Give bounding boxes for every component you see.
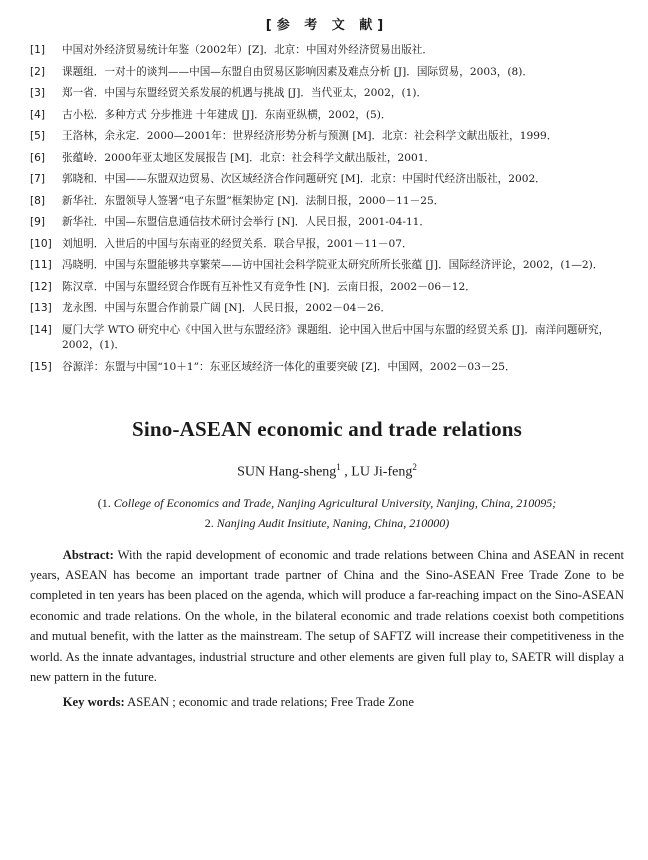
- affiliation-line-2: [30, 513, 624, 533]
- reference-number: [5]: [30, 130, 46, 142]
- reference-text: 龙永图．中国与东盟合作前景广阔 [N]．人民日报，2002－04－26．: [62, 302, 392, 314]
- reference-text: 刘旭明．入世后的中国与东南亚的经贸关系．联合早报，2001－11－07．: [62, 237, 413, 250]
- abstract: [30, 545, 624, 688]
- reference-text: 厦门大学 WTO 研究中心《中国入世与东盟经济》课题组．论中国入世后中国与东盟的经贸关系 [J]．南洋问题研究，2002，(1)．: [62, 323, 610, 351]
- reference-item-4: [30, 108, 624, 124]
- keywords: [30, 692, 624, 712]
- reference-text: 冯晓明．中国与东盟能够共享繁荣——访中国社会科学院亚太研究所所长张蕴 [J]．国际经济评论，2002，(1—2)．: [62, 259, 604, 271]
- reference-item-7: [30, 172, 624, 188]
- reference-item-10: [30, 237, 624, 253]
- affiliation-text-2: Nanjing Audit Insitiute, Naning, China, 210000): [216, 515, 450, 530]
- reference-text: 新华社．东盟领导人签署“电子东盟”框架协定 [N]．法制日报，2000－11－25．: [62, 194, 445, 207]
- reference-text: 郭晓和．中国——东盟双边贸易、次区域经济合作问题研究 [M]．北京：中国时代经济出版社，2002．: [62, 173, 546, 185]
- reference-number: [8]: [30, 194, 46, 207]
- author-affiliation-mark-1: 1: [336, 462, 341, 472]
- reference-text: 古小松．多种方式 分步推进 十年建成 [J]．东南亚纵横，2002，(5)．: [62, 108, 392, 121]
- reference-number: [9]: [30, 216, 46, 228]
- affiliations: [30, 493, 624, 533]
- reference-item-6: [30, 151, 624, 167]
- reference-item-2: [30, 65, 624, 81]
- reference-text: 王洛林，余永定．2000—2001年：世界经济形势分析与预测 [M]．北京：社会科学文献出版社，1999．: [62, 130, 558, 142]
- reference-item-15: [30, 360, 624, 376]
- reference-number: [4]: [30, 108, 46, 121]
- reference-item-8: [30, 194, 624, 210]
- reference-number: [2]: [30, 65, 46, 78]
- abstract-text: With the rapid development of economic and trade relations between China and ASEAN in recent years, ASEAN has become an important trade partner of China and the Sino-ASEAN Free Trade Zone to be completed in ten years has been placed on the agenda, which will produce a far-reaching impact on the Sino-ASEAN economic and trade relations. On the whole, in the bilateral economic and trade relations coexist both competitions and mutual benefit, with the latter as the mainstream. The setup of SAFTZ will increase their competitiveness in the world. As the innate advantages, industrial structure and other elements are given full play to, SAETR will display a new pattern in the future.: [30, 547, 624, 685]
- reference-item-9: [30, 215, 624, 231]
- reference-number: [15]: [30, 360, 52, 373]
- reference-number: [12]: [30, 280, 52, 293]
- reference-number: [13]: [30, 302, 52, 314]
- author-name-1: SUN Hang-sheng: [237, 464, 337, 480]
- abstract-label: Abstract:: [62, 547, 114, 562]
- author-affiliation-mark-2: 2: [412, 462, 417, 472]
- keywords-label: Key words:: [62, 694, 125, 709]
- reference-list: [30, 43, 624, 375]
- reference-item-14: [30, 323, 624, 354]
- reference-text: 中国对外经济贸易统计年鉴（2002年）[Z]．北京：中国对外经济贸易出版社．: [62, 44, 433, 56]
- reference-item-13: [30, 301, 624, 317]
- reference-item-5: [30, 129, 624, 145]
- author-line: [30, 462, 624, 481]
- reference-text: 张蕴岭．2000年亚太地区发展报告 [M]．北京：社会科学文献出版社，2001．: [62, 151, 436, 164]
- affiliation-prefix-1: (1.: [97, 495, 114, 510]
- reference-text: 课题组．一对十的谈判——中国—东盟自由贸易区影响因素及难点分析 [J]．国际贸易，2003，(8)．: [62, 65, 533, 78]
- reference-item-3: [30, 86, 624, 102]
- reference-text: 新华社．中国—东盟信息通信技术研讨会举行 [N]．人民日报，2001-04-11．: [62, 216, 431, 228]
- reference-number: [14]: [30, 323, 52, 336]
- affiliation-line-1: [30, 493, 624, 513]
- reference-number: [6]: [30, 151, 46, 164]
- english-title: Sino-ASEAN economic and trade relations: [131, 417, 523, 441]
- reference-text: 陈汉章．中国与东盟经贸合作既有互补性又有竞争性 [N]．云南日报，2002－06－12．: [62, 280, 476, 293]
- references-heading: [参 考 文 献]: [265, 18, 389, 33]
- reference-number: [3]: [30, 87, 46, 99]
- reference-number: [1]: [30, 44, 46, 56]
- reference-number: [11]: [30, 259, 52, 271]
- author-separator: ,: [340, 464, 352, 480]
- reference-number: [7]: [30, 173, 46, 185]
- author-name-2: LU Ji-feng: [351, 464, 413, 480]
- reference-number: [10]: [30, 237, 52, 250]
- reference-text: 谷源洋：东盟与中国“10＋1”：东亚区域经济一体化的重要突破 [Z]．中国网，2002－03－25．: [62, 360, 516, 373]
- reference-item-12: [30, 280, 624, 296]
- reference-item-11: [30, 258, 624, 274]
- affiliation-prefix-2: 2.: [204, 515, 217, 530]
- keywords-text: ASEAN ; economic and trade relations; Free Trade Zone: [124, 694, 414, 709]
- reference-text: 郑一省．中国与东盟经贸关系发展的机遇与挑战 [J]．当代亚太，2002，(1)．: [62, 87, 428, 99]
- reference-item-1: [30, 43, 624, 59]
- affiliation-text-1: College of Economics and Trade, Nanjing Agricultural University, Nanjing, China, 210095;: [113, 495, 557, 510]
